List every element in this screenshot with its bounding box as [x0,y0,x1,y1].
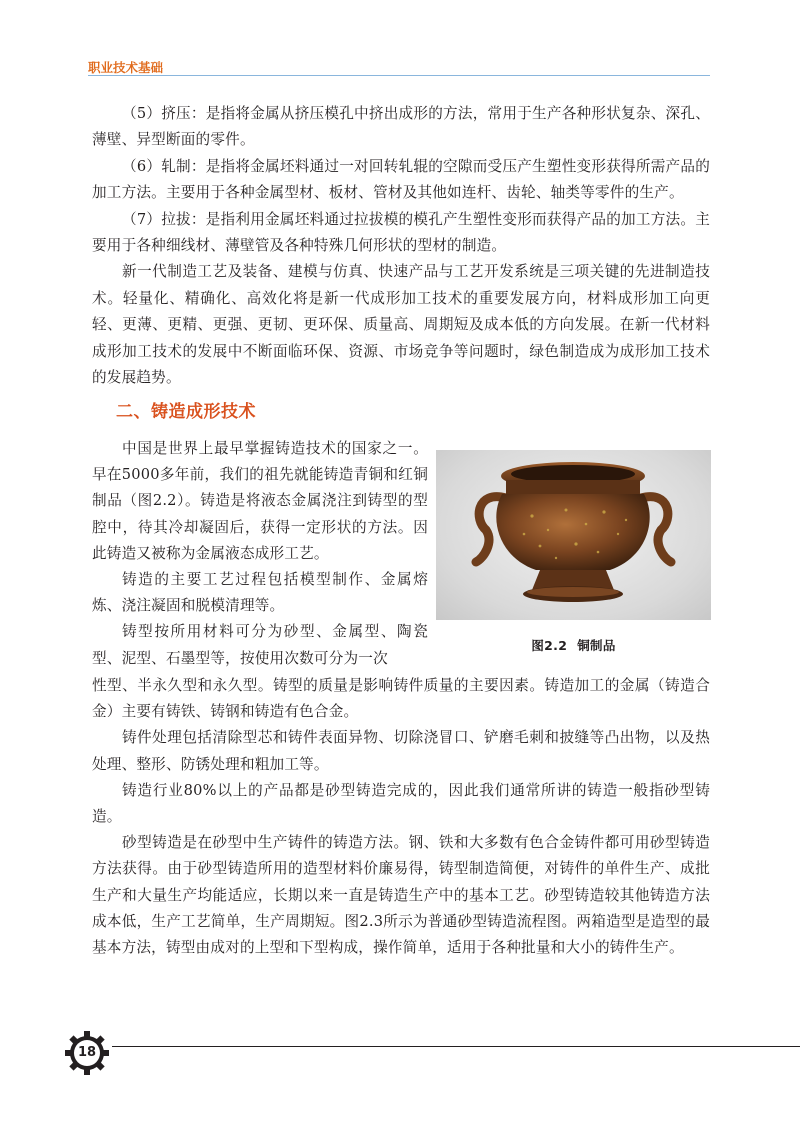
paragraph: 砂型铸造是在砂型中生产铸件的铸造方法。钢、铁和大多数有色合金铸件都可用砂型铸造方法获得。由于砂型铸造所用的造型材料价廉易得，铸型制造简便，对铸件的单件生产、成批生产和大量生产均能适应，长期以来一直是铸造生产中的基本工艺。砂型铸造较其他铸造方法成本低，生产工艺简单，生产周期短。图2.3所示为普通砂型铸造流程图。两箱造型是造型的最基本方法，铸型由成对的上型和下型构成，操作简单，适用于各种批量和大小的铸件生产。 [92,834,710,957]
paragraph: （6）轧制：是指将金属坯料通过一对回转轧辊的空隙而受压产生塑性变形获得所需产品的加工方法。主要用于各种金属型材、板材、管材及其他如连杆、齿轮、轴类等零件的生产。 [92,157,710,202]
running-header-title: 职业技术基础 [88,60,164,75]
paragraph: （7）拉拔：是指利用金属坯料通过拉拔模的模孔产生塑性变形而获得产品的加工方法。主要用于各种细线材、薄壁管及各种特殊几何形状的型材的制造。 [92,210,710,255]
paragraph: 铸造的主要工艺过程包括模型制作、金属熔炼、浇注凝固和脱模清理等。 [92,571,428,615]
paragraph: 中国是世界上最早掌握铸造技术的国家之一。早在5000多年前，我们的祖先就能铸造青铜和红铜制品（图2.2）。铸造是将液态金属浇注到铸型的型腔中，待其冷却凝固后，获得一定形状的方法。因此铸造又被称为金属液态成形工艺。 [92,440,428,562]
figure-caption-text: 铜制品 [577,638,616,653]
bronze-vessel-illustration [436,450,711,620]
section-heading: 二、铸造成形技术 [116,402,256,422]
wrapped-text-block [92,436,428,672]
paragraph-continuation: 性型、半永久型和永久型。铸型的质量是影响铸件质量的主要因素。铸造加工的金属（铸造合金）主要有铸铁、铸钢和铸造有色合金。 [92,677,710,721]
paragraph: 新一代制造工艺及装备、建模与仿真、快速产品与工艺开发系统是三项关键的先进制造技术。轻量化、精确化、高效化将是新一代成形加工技术的重要发展方向，材料成形加工向更轻、更薄、更精、更强、更韧、更环保、质量高、周期短及成本低的方向发展。在新一代材料成形加工技术的发展中不断面临环保、资源、市场竞争等问题时，绿色制造成为成形加工技术的发展趋势。 [92,263,710,387]
page-number: 18 [77,1045,97,1060]
paragraph: （5）挤压：是指将金属从挤压模孔中挤出成形的方法，常用于生产各种形状复杂、深孔、薄壁、异型断面的零件。 [92,105,710,149]
paragraph: 铸造行业80%以上的产品都是砂型铸造完成的，因此我们通常所讲的铸造一般指砂型铸造。 [92,781,710,826]
bronze-vessel-photo [436,450,711,620]
figure-caption [436,636,711,654]
figure-label: 图2.2 [531,638,568,653]
footer-divider [112,1046,800,1047]
paragraph: 铸件处理包括清除型芯和铸件表面异物、切除浇冒口、铲磨毛刺和披缝等凸出物，以及热处理、整形、防锈处理和粗加工等。 [92,729,710,773]
top-text-block [92,101,710,391]
header-divider [88,75,710,76]
paragraph: 铸型按所用材料可分为砂型、金属型、陶瓷型、泥型、石墨型等，按使用次数可分为一次 [92,623,428,667]
lower-text-block [92,673,710,961]
